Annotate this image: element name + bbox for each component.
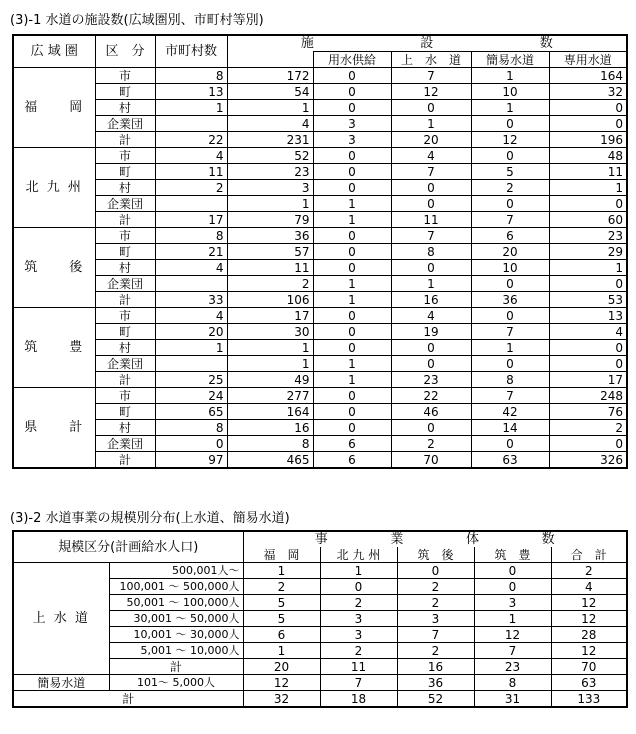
- table-row: [13, 324, 627, 340]
- municipalities-cell: 1: [155, 340, 227, 356]
- facilities-total-cell: 3: [227, 180, 313, 196]
- supply-cell: 0: [313, 68, 391, 84]
- chikuho-cell: 12: [474, 627, 551, 643]
- simple-water-cell: 1: [471, 340, 549, 356]
- kubun-cell: 村: [95, 420, 155, 436]
- private-water-cell: 17: [549, 372, 627, 388]
- supply-cell: 6: [313, 436, 391, 452]
- simple-water-row: [13, 675, 627, 691]
- private-water-cell: 2: [549, 420, 627, 436]
- header-business-label: [244, 533, 627, 546]
- municipalities-cell: 4: [155, 308, 227, 324]
- simple-water-cell: 20: [471, 244, 549, 260]
- total-cell: 2: [551, 563, 627, 579]
- facilities-total-cell: 1: [227, 100, 313, 116]
- header-kubun: 区 分: [95, 35, 155, 68]
- municipalities-cell: 97: [155, 452, 227, 469]
- table-row: [13, 292, 627, 308]
- municipalities-cell: [155, 276, 227, 292]
- table-row: [13, 452, 627, 469]
- kubun-cell: 計: [95, 372, 155, 388]
- private-water-cell: 60: [549, 212, 627, 228]
- supply-cell: 0: [313, 420, 391, 436]
- waterworks-cell: 16: [391, 292, 471, 308]
- facilities-total-cell: 11: [227, 260, 313, 276]
- private-water-cell: 326: [549, 452, 627, 469]
- simple-water-cell: 2: [471, 180, 549, 196]
- private-water-cell: 1: [549, 260, 627, 276]
- fukuoka-cell: 1: [243, 643, 320, 659]
- municipalities-cell: 33: [155, 292, 227, 308]
- total-cell: 12: [551, 643, 627, 659]
- simple-water-cell: 6: [471, 228, 549, 244]
- chikuho-cell: 3: [474, 595, 551, 611]
- table-row: [13, 372, 627, 388]
- fukuoka-cell: 5: [243, 611, 320, 627]
- table-row: [13, 260, 627, 276]
- facilities-total-cell: 30: [227, 324, 313, 340]
- header-char: 数: [541, 532, 555, 547]
- fukuoka-cell: 20: [243, 659, 320, 675]
- total-cell: 133: [551, 691, 627, 708]
- table-row: [13, 68, 627, 84]
- waterworks-cell: 0: [391, 100, 471, 116]
- header-col: 簡易水道: [471, 52, 549, 68]
- chikuho-cell: 0: [474, 563, 551, 579]
- simple-water-cell: 14: [471, 420, 549, 436]
- facilities-total-cell: 36: [227, 228, 313, 244]
- simple-water-cell: 7: [471, 388, 549, 404]
- private-water-cell: 0: [549, 436, 627, 452]
- kubun-cell: 計: [95, 452, 155, 469]
- supply-cell: 0: [313, 148, 391, 164]
- waterworks-cell: 8: [391, 244, 471, 260]
- header-char: 設: [420, 36, 434, 51]
- municipalities-cell: [155, 356, 227, 372]
- subtotal-label: 計: [109, 659, 243, 675]
- waterworks-cell: 7: [391, 164, 471, 180]
- region-name: 北 九 州: [13, 148, 95, 228]
- header-col: 用水供給: [313, 52, 391, 68]
- range-cell: 10,001 ～ 30,000人: [109, 627, 243, 643]
- range-cell: 500,001人～: [109, 563, 243, 579]
- private-water-cell: 48: [549, 148, 627, 164]
- range-cell: 100,001 ～ 500,000人: [109, 579, 243, 595]
- kubun-cell: 町: [95, 324, 155, 340]
- private-water-cell: 0: [549, 116, 627, 132]
- waterworks-cell: 0: [391, 420, 471, 436]
- supply-cell: 1: [313, 356, 391, 372]
- waterworks-cell: 0: [391, 196, 471, 212]
- waterworks-cell: 46: [391, 404, 471, 420]
- simple-water-cell: 0: [471, 356, 549, 372]
- facilities-total-cell: 106: [227, 292, 313, 308]
- header-row: [13, 35, 627, 52]
- table-row: [13, 436, 627, 452]
- kitakyushu-cell: 3: [320, 611, 397, 627]
- chikuho-cell: 0: [474, 579, 551, 595]
- header-municipalities: 市町村数: [155, 35, 227, 68]
- header-col: 筑 後: [397, 547, 474, 563]
- supply-cell: 1: [313, 292, 391, 308]
- facilities-total-cell: 1: [227, 340, 313, 356]
- municipalities-cell: 8: [155, 420, 227, 436]
- supply-cell: 3: [313, 132, 391, 148]
- waterworks-cell: 2: [391, 436, 471, 452]
- kubun-cell: 計: [95, 292, 155, 308]
- chikuho-cell: 23: [474, 659, 551, 675]
- municipalities-cell: [155, 116, 227, 132]
- chikuho-cell: 1: [474, 611, 551, 627]
- facilities-total-cell: 54: [227, 84, 313, 100]
- header-col: 福 岡: [243, 547, 320, 563]
- facilities-total-cell: 57: [227, 244, 313, 260]
- simple-water-cell: 7: [471, 324, 549, 340]
- table-row: [13, 132, 627, 148]
- waterworks-cell: 12: [391, 84, 471, 100]
- table-row: [13, 212, 627, 228]
- kubun-cell: 企業団: [95, 116, 155, 132]
- municipalities-cell: 22: [155, 132, 227, 148]
- facilities-total-cell: 164: [227, 404, 313, 420]
- supply-cell: 3: [313, 116, 391, 132]
- municipalities-cell: 13: [155, 84, 227, 100]
- supply-cell: 1: [313, 372, 391, 388]
- table-row: [13, 164, 627, 180]
- table-row: [13, 228, 627, 244]
- waterworks-cell: 1: [391, 116, 471, 132]
- waterworks-cell: 70: [391, 452, 471, 469]
- header-facilities-label: [228, 37, 627, 50]
- municipalities-cell: 2: [155, 180, 227, 196]
- supply-cell: 0: [313, 180, 391, 196]
- header-col: 上 水 道: [391, 52, 471, 68]
- supply-cell: 0: [313, 84, 391, 100]
- supply-cell: 1: [313, 196, 391, 212]
- table-row: [13, 116, 627, 132]
- kubun-cell: 町: [95, 164, 155, 180]
- header-region: 広 域 圏: [13, 35, 95, 68]
- fukuoka-cell: 32: [243, 691, 320, 708]
- facilities-total-cell: 49: [227, 372, 313, 388]
- kitakyushu-cell: 0: [320, 579, 397, 595]
- kitakyushu-cell: 1: [320, 563, 397, 579]
- private-water-cell: 164: [549, 68, 627, 84]
- region-name: 県 計: [13, 388, 95, 469]
- facilities-total-cell: 8: [227, 436, 313, 452]
- section2-title: (3)-2 水道事業の規模別分布(上水道、簡易水道): [10, 511, 290, 526]
- supply-cell: 0: [313, 260, 391, 276]
- kubun-cell: 市: [95, 228, 155, 244]
- supply-cell: 0: [313, 164, 391, 180]
- range-cell: 50,001 ～ 100,000人: [109, 595, 243, 611]
- waterworks-cell: 20: [391, 132, 471, 148]
- chikugo-cell: 7: [397, 627, 474, 643]
- simple-water-cell: 5: [471, 164, 549, 180]
- header-col: 専用水道: [549, 52, 627, 68]
- kitakyushu-cell: 7: [320, 675, 397, 691]
- kubun-cell: 企業団: [95, 276, 155, 292]
- simple-water-cell: 7: [471, 212, 549, 228]
- header-total-blank: [227, 52, 313, 68]
- kubun-cell: 村: [95, 100, 155, 116]
- private-water-cell: 0: [549, 356, 627, 372]
- municipalities-cell: 21: [155, 244, 227, 260]
- section1-title: (3)-1 水道の施設数(広域圏別、市町村等別): [10, 13, 264, 28]
- kitakyushu-cell: 2: [320, 595, 397, 611]
- table-row: [13, 420, 627, 436]
- kubun-cell: 市: [95, 388, 155, 404]
- simple-water-cell: 12: [471, 132, 549, 148]
- simple-water-cell: 0: [471, 148, 549, 164]
- kubun-cell: 村: [95, 260, 155, 276]
- fukuoka-cell: 6: [243, 627, 320, 643]
- facilities-total-cell: 277: [227, 388, 313, 404]
- region-name: 筑 後: [13, 228, 95, 308]
- private-water-cell: 0: [549, 100, 627, 116]
- supply-cell: 6: [313, 452, 391, 469]
- waterworks-cell: 0: [391, 356, 471, 372]
- municipalities-cell: 11: [155, 164, 227, 180]
- waterworks-cell: 0: [391, 180, 471, 196]
- supply-cell: 1: [313, 212, 391, 228]
- chikugo-cell: 2: [397, 595, 474, 611]
- supply-cell: 1: [313, 276, 391, 292]
- table-row: [13, 356, 627, 372]
- kubun-cell: 企業団: [95, 196, 155, 212]
- facilities-total-cell: 172: [227, 68, 313, 84]
- private-water-cell: 0: [549, 340, 627, 356]
- chikuho-cell: 7: [474, 643, 551, 659]
- waterworks-cell: 4: [391, 148, 471, 164]
- chikugo-cell: 36: [397, 675, 474, 691]
- facilities-total-cell: 1: [227, 196, 313, 212]
- total-cell: 4: [551, 579, 627, 595]
- simple-water-cell: 0: [471, 308, 549, 324]
- kitakyushu-cell: 2: [320, 643, 397, 659]
- waterworks-cell: 22: [391, 388, 471, 404]
- range-cell: 5,001 ～ 10,000人: [109, 643, 243, 659]
- private-water-cell: 53: [549, 292, 627, 308]
- kubun-cell: 企業団: [95, 356, 155, 372]
- kitakyushu-cell: 18: [320, 691, 397, 708]
- header-char: 事: [314, 532, 328, 547]
- supply-cell: 0: [313, 404, 391, 420]
- simple-water-cell: 36: [471, 292, 549, 308]
- waterworks-cell: 11: [391, 212, 471, 228]
- kubun-cell: 市: [95, 68, 155, 84]
- simple-water-cell: 0: [471, 116, 549, 132]
- municipalities-cell: 8: [155, 68, 227, 84]
- kitakyushu-cell: 3: [320, 627, 397, 643]
- total-cell: 70: [551, 659, 627, 675]
- simple-water-cell: 0: [471, 436, 549, 452]
- simple-water-cell: 8: [471, 372, 549, 388]
- region-name: 筑 豊: [13, 308, 95, 388]
- private-water-cell: 11: [549, 164, 627, 180]
- table-row: [13, 563, 627, 579]
- grand-total-row: [13, 691, 627, 708]
- header-business: [243, 531, 627, 547]
- facilities-total-cell: 16: [227, 420, 313, 436]
- range-cell: 30,001 ～ 50,000人: [109, 611, 243, 627]
- waterworks-cell: 7: [391, 68, 471, 84]
- waterworks-cell: 23: [391, 372, 471, 388]
- range-cell: 101～ 5,000人: [109, 675, 243, 691]
- supply-cell: 0: [313, 228, 391, 244]
- total-cell: 28: [551, 627, 627, 643]
- supply-cell: 0: [313, 324, 391, 340]
- header-char: 業: [390, 532, 404, 547]
- simple-water-cell: 10: [471, 84, 549, 100]
- grand-total-label: 計: [13, 691, 243, 708]
- table-row: [13, 388, 627, 404]
- simple-water-cell: 0: [471, 196, 549, 212]
- header-facilities: [227, 35, 627, 52]
- facilities-total-cell: 23: [227, 164, 313, 180]
- table-row: [13, 276, 627, 292]
- total-cell: 12: [551, 595, 627, 611]
- table-row: [13, 180, 627, 196]
- simple-water-cell: 10: [471, 260, 549, 276]
- private-water-cell: 0: [549, 276, 627, 292]
- supply-cell: 0: [313, 308, 391, 324]
- waterworks-cell: 0: [391, 340, 471, 356]
- facilities-total-cell: 79: [227, 212, 313, 228]
- supply-cell: 0: [313, 340, 391, 356]
- waterworks-cell: 1: [391, 276, 471, 292]
- table-row: [13, 308, 627, 324]
- simple-water-cell: 1: [471, 68, 549, 84]
- chikugo-cell: 52: [397, 691, 474, 708]
- facilities-total-cell: 231: [227, 132, 313, 148]
- chikugo-cell: 0: [397, 563, 474, 579]
- simple-water-cell: 0: [471, 276, 549, 292]
- table-row: [13, 340, 627, 356]
- municipalities-cell: 8: [155, 228, 227, 244]
- fukuoka-cell: 5: [243, 595, 320, 611]
- private-water-cell: 13: [549, 308, 627, 324]
- facilities-total-cell: 4: [227, 116, 313, 132]
- table-row: [13, 404, 627, 420]
- kubun-cell: 町: [95, 404, 155, 420]
- table-row: [13, 100, 627, 116]
- kitakyushu-cell: 11: [320, 659, 397, 675]
- simple-water-cell: 42: [471, 404, 549, 420]
- supply-cell: 0: [313, 388, 391, 404]
- municipalities-cell: 0: [155, 436, 227, 452]
- table-row: [13, 196, 627, 212]
- scale-distribution-table: [12, 530, 628, 708]
- private-water-cell: 23: [549, 228, 627, 244]
- private-water-cell: 76: [549, 404, 627, 420]
- private-water-cell: 248: [549, 388, 627, 404]
- table-row: [13, 148, 627, 164]
- kubun-cell: 計: [95, 132, 155, 148]
- municipalities-cell: 24: [155, 388, 227, 404]
- facilities-total-cell: 465: [227, 452, 313, 469]
- kubun-cell: 市: [95, 308, 155, 324]
- private-water-cell: 29: [549, 244, 627, 260]
- chikugo-cell: 2: [397, 643, 474, 659]
- private-water-cell: 0: [549, 196, 627, 212]
- waterworks-label: 上 水 道: [13, 563, 109, 675]
- supply-cell: 0: [313, 100, 391, 116]
- chikugo-cell: 16: [397, 659, 474, 675]
- kubun-cell: 企業団: [95, 436, 155, 452]
- table-row: [13, 244, 627, 260]
- table-row: [13, 84, 627, 100]
- fukuoka-cell: 2: [243, 579, 320, 595]
- header-col: 北 九 州: [320, 547, 397, 563]
- municipalities-cell: 1: [155, 100, 227, 116]
- chikuho-cell: 8: [474, 675, 551, 691]
- kubun-cell: 市: [95, 148, 155, 164]
- fukuoka-cell: 1: [243, 563, 320, 579]
- private-water-cell: 1: [549, 180, 627, 196]
- simple-water-label: 簡易水道: [13, 675, 109, 691]
- private-water-cell: 32: [549, 84, 627, 100]
- waterworks-cell: 4: [391, 308, 471, 324]
- facilities-total-cell: 17: [227, 308, 313, 324]
- kubun-cell: 村: [95, 180, 155, 196]
- municipalities-cell: [155, 196, 227, 212]
- waterworks-cell: 7: [391, 228, 471, 244]
- header-col: 合 計: [551, 547, 627, 563]
- kubun-cell: 計: [95, 212, 155, 228]
- private-water-cell: 196: [549, 132, 627, 148]
- municipalities-cell: 4: [155, 148, 227, 164]
- chikuho-cell: 31: [474, 691, 551, 708]
- private-water-cell: 4: [549, 324, 627, 340]
- header-col: 筑 豊: [474, 547, 551, 563]
- total-cell: 12: [551, 611, 627, 627]
- total-cell: 63: [551, 675, 627, 691]
- header-char: 体: [466, 532, 480, 547]
- kubun-cell: 村: [95, 340, 155, 356]
- chikugo-cell: 2: [397, 579, 474, 595]
- supply-cell: 0: [313, 244, 391, 260]
- municipalities-cell: 65: [155, 404, 227, 420]
- waterworks-cell: 0: [391, 260, 471, 276]
- facilities-total-cell: 1: [227, 356, 313, 372]
- chikugo-cell: 3: [397, 611, 474, 627]
- facilities-total-cell: 2: [227, 276, 313, 292]
- facilities-total-cell: 52: [227, 148, 313, 164]
- header-char: 数: [539, 36, 553, 51]
- waterworks-cell: 19: [391, 324, 471, 340]
- municipalities-cell: 17: [155, 212, 227, 228]
- facilities-table: [12, 34, 628, 469]
- simple-water-cell: 1: [471, 100, 549, 116]
- kubun-cell: 町: [95, 84, 155, 100]
- region-name: 福 岡: [13, 68, 95, 148]
- header-scale: 規模区分(計画給水人口): [13, 531, 243, 563]
- municipalities-cell: 20: [155, 324, 227, 340]
- header-char: 施: [300, 36, 314, 51]
- header-row: [13, 531, 627, 547]
- simple-water-cell: 63: [471, 452, 549, 469]
- municipalities-cell: 25: [155, 372, 227, 388]
- municipalities-cell: 4: [155, 260, 227, 276]
- fukuoka-cell: 12: [243, 675, 320, 691]
- kubun-cell: 町: [95, 244, 155, 260]
